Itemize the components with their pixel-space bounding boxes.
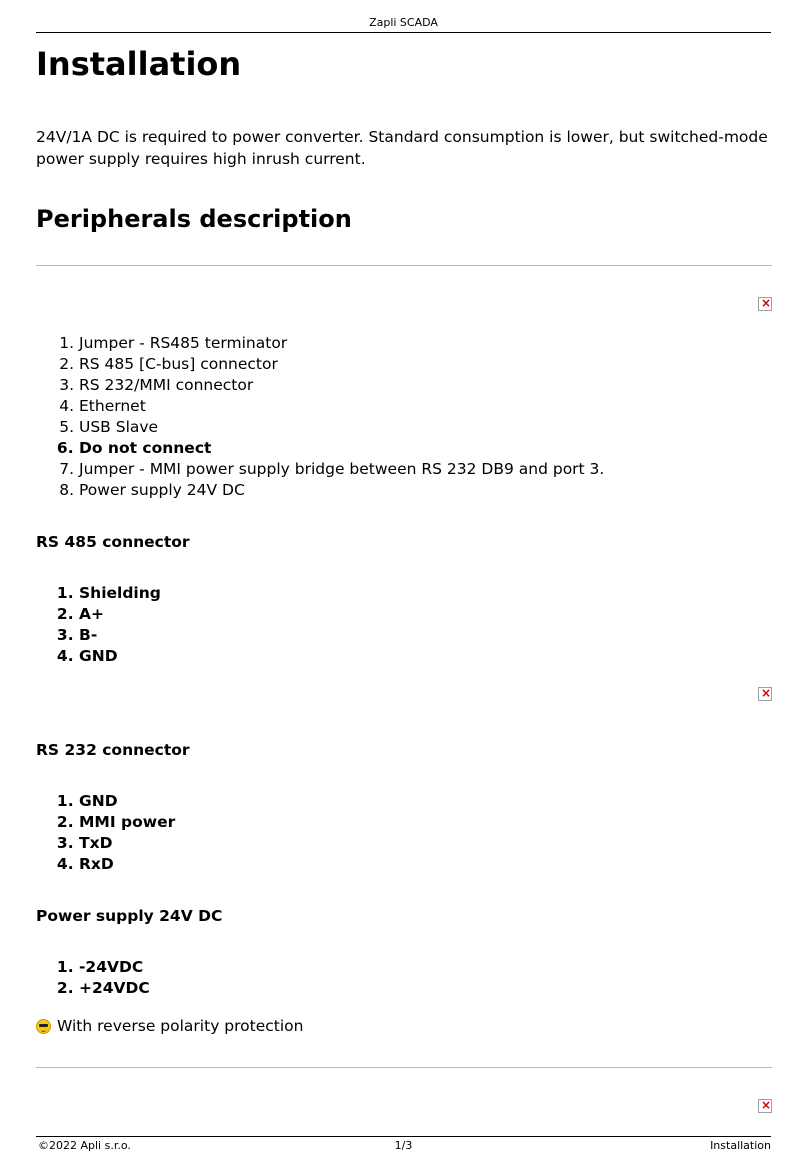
- list-item: 2. +24VDC: [79, 978, 772, 999]
- list-item: 2. A+: [79, 604, 772, 625]
- list-item: 1. GND: [79, 791, 772, 812]
- list-item: 4. RxD: [79, 854, 772, 875]
- rs485-pin-list: [36, 583, 772, 667]
- list-item: 2. MMI power: [79, 812, 772, 833]
- power-heading: Power supply 24V DC: [36, 907, 223, 925]
- list-item: 8. Power supply 24V DC: [79, 480, 772, 501]
- intro-paragraph: 24V/1A DC is required to power converter. Standard consumption is lower, but switched-mode power supply requires high inrush current.: [36, 128, 768, 168]
- page-footer: [36, 1136, 771, 1157]
- broken-image-icon: [758, 297, 772, 311]
- list-item: 1. Shielding: [79, 583, 772, 604]
- list-item: 5. USB Slave: [79, 417, 772, 438]
- list-item: 2. RS 485 [C-bus] connector: [79, 354, 772, 375]
- list-item: 4. Ethernet: [79, 396, 772, 417]
- list-item: 3. TxD: [79, 833, 772, 854]
- list-item: 1. Jumper - RS485 terminator: [79, 333, 772, 354]
- footer-page-number: 1/3: [394, 1139, 413, 1152]
- page-title: Installation: [36, 45, 242, 83]
- footer-copyright: ©2022 Apli s.r.o.: [38, 1139, 131, 1152]
- peripherals-list: [36, 333, 772, 501]
- header-title: Zapli SCADA: [369, 16, 438, 29]
- document-content: [36, 44, 772, 1113]
- polarity-note: [36, 1015, 772, 1037]
- divider: [36, 1067, 772, 1068]
- rs485-heading: RS 485 connector: [36, 533, 190, 551]
- list-item: 3. B-: [79, 625, 772, 646]
- page-header: [36, 14, 771, 33]
- rs232-pin-list: [36, 791, 772, 875]
- list-item: 1. -24VDC: [79, 957, 772, 978]
- rs232-heading: RS 232 connector: [36, 741, 190, 759]
- broken-image-icon: [758, 1099, 772, 1113]
- sunglasses-smiley-icon: [36, 1019, 51, 1034]
- divider: [36, 265, 772, 266]
- list-item: 6. Do not connect: [79, 438, 772, 459]
- broken-image-icon: [758, 687, 772, 701]
- list-item: 4. GND: [79, 646, 772, 667]
- list-item: 3. RS 232/MMI connector: [79, 375, 772, 396]
- list-item: 7. Jumper - MMI power supply bridge between RS 232 DB9 and port 3.: [79, 459, 772, 480]
- polarity-note-text: With reverse polarity protection: [57, 1017, 304, 1035]
- footer-section: Installation: [710, 1139, 771, 1152]
- power-pin-list: [36, 957, 772, 999]
- section-title: Peripherals description: [36, 205, 352, 233]
